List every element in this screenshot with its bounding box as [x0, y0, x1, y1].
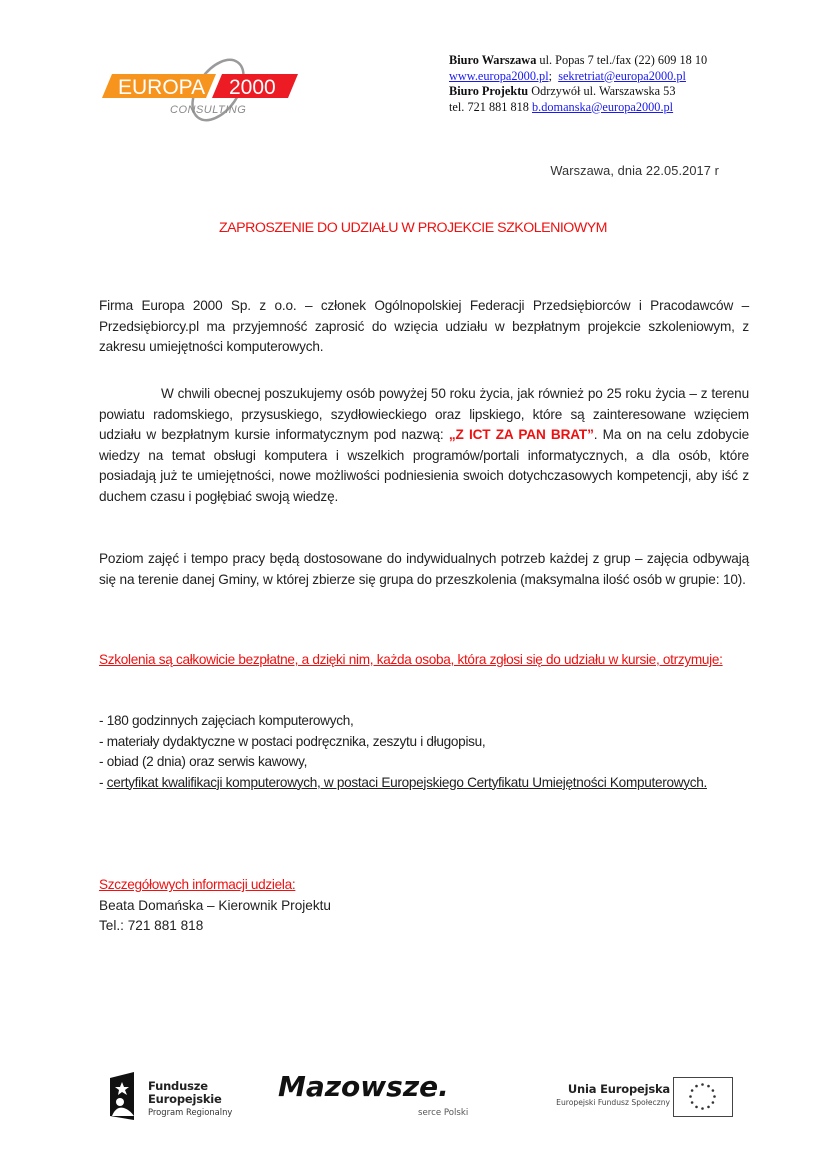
office2-address: Odrzywół ul. Warszawska 53 [528, 84, 676, 98]
date-line: Warszawa, dnia 22.05.2017 r [550, 163, 719, 178]
fe-line2: Europejskie [148, 1092, 222, 1106]
eu-star [691, 1101, 694, 1104]
fe-star-icon [108, 1072, 136, 1120]
fe-line3: Program Regionalny [148, 1107, 233, 1117]
info-heading: Szczegółowych informacji udziela: [99, 877, 296, 892]
benefits-heading: Szkolenia są całkowicie bezpłatne, a dzięki nim, każda osoba, która zgłosi się do udziału w kursie, otrzymuje: [99, 652, 723, 667]
eu-star [691, 1089, 694, 1092]
logo-subtitle: CONSULTING [170, 104, 247, 116]
fundusze-europejskie-logo [108, 1072, 258, 1122]
info-person: Beata Domańska – Kierownik Projektu [99, 897, 331, 913]
benefit-item-certificate [99, 773, 749, 794]
eu-star [712, 1101, 715, 1104]
unia-europejska-logo [530, 1078, 750, 1128]
office1-address: ul. Popas 7 tel./fax (22) 609 18 10 [536, 53, 708, 67]
logo-word-right: 2000 [229, 76, 276, 99]
benefit-item: - obiad (2 dnia) oraz serwis kawowy, [99, 754, 308, 769]
separator: ; [548, 68, 553, 83]
eu-star [689, 1095, 692, 1098]
paragraph2-before: W chwili obecnej poszukujemy osób powyżej 50 roku życia, jak również po 25 roku życia – z terenu powiatu radomskiego, przysuskiego, szydłowieckiego oraz lipskiego, które są zainteresowane wzięciem udziału w bezpłatnym kursie informatycznym pod nazwą: [99, 386, 749, 442]
fe-line1: Fundusze [148, 1079, 208, 1093]
website-link[interactable]: www.europa2000.pl [449, 68, 549, 83]
mazowsze-wordmark: Mazowsze. [278, 1070, 449, 1103]
ue-line2: Europejski Fundusz Społeczny [556, 1098, 670, 1107]
eu-flag-icon [673, 1077, 733, 1117]
contact-line-3 [449, 84, 779, 100]
course-name: „Z ICT ZA PAN BRAT” [448, 427, 594, 442]
paragraph-level: Poziom zajęć i tempo pracy będą dostosowane do indywidualnych potrzeb każdej z grup – zajęcia odbywają się na terenie danej Gminy, w której zbierze się grupa do przeszkolenia (maksymalna ilość osób w grupie: 10). [99, 551, 749, 587]
mazowsze-subtitle: serce Polski [418, 1108, 469, 1118]
paragraph-intro: Firma Europa 2000 Sp. z o.o. – członek Ogólnopolskiej Federacji Przedsiębiorców i Pracodawców – Przedsiębiorcy.pl ma przyjemność zaprosić do wzięcia udziału w bezpłatnym projekcie szkoleniowym, z zakresu umiejętności komputerowych. [99, 298, 749, 354]
contact-block [449, 53, 779, 115]
contact-info [99, 875, 331, 937]
europa2000-logo [98, 52, 308, 124]
eu-star [707, 1106, 710, 1109]
eu-star [695, 1085, 698, 1088]
logo-word-left: EUROPA [118, 76, 206, 99]
office2-label: Biuro Projektu [449, 84, 529, 98]
eu-star [713, 1095, 716, 1098]
contact-line-1 [449, 53, 779, 69]
eu-star [695, 1106, 698, 1109]
certificate-text: certyfikat kwalifikacji komputerowych, w postaci Europejskiego Certyfikatu Umiejętności Komputerowych. [106, 774, 707, 790]
benefit-item: - 180 godzinnych zajęciach komputerowych, [99, 713, 354, 728]
benefit-dash: - [99, 774, 107, 790]
email-link-sekretariat[interactable]: sekretriat@europa2000.pl [558, 68, 686, 83]
eu-star [707, 1085, 710, 1088]
paragraph2-after: . Ma on na celu zdobycie wiedzy na temat obsługi komputera i wszelkich programów/portali informatycznych, a dla osób, które posiadają już te umiejętności, nowe możliwości podniesienia swoich dotychczasowych kompetencji, aby iść z duchem czasu i pogłębiać swoją wiedzę. [99, 427, 749, 504]
office1-label: Biuro Warszawa [449, 53, 537, 67]
ue-line1: Unia Europejska [567, 1082, 670, 1096]
document-title: ZAPROSZENIE DO UDZIAŁU W PROJEKCIE SZKOLENIOWYM [219, 220, 607, 236]
benefits-list [99, 711, 749, 793]
contact-line-4 [449, 100, 779, 116]
paragraph-target-group [99, 384, 749, 507]
email-link-domanska[interactable]: b.domanska@europa2000.pl [532, 99, 674, 114]
phone-text: tel. 721 881 818 [449, 99, 532, 114]
benefit-item: - materiały dydaktyczne w postaci podręcznika, zeszytu i długopisu, [99, 733, 486, 749]
mazowsze-logo [276, 1070, 496, 1124]
eu-star [712, 1089, 715, 1092]
eu-star [701, 1083, 704, 1086]
eu-star [701, 1107, 704, 1110]
contact-line-2 [449, 69, 779, 85]
info-phone: Tel.: 721 881 818 [99, 918, 204, 933]
